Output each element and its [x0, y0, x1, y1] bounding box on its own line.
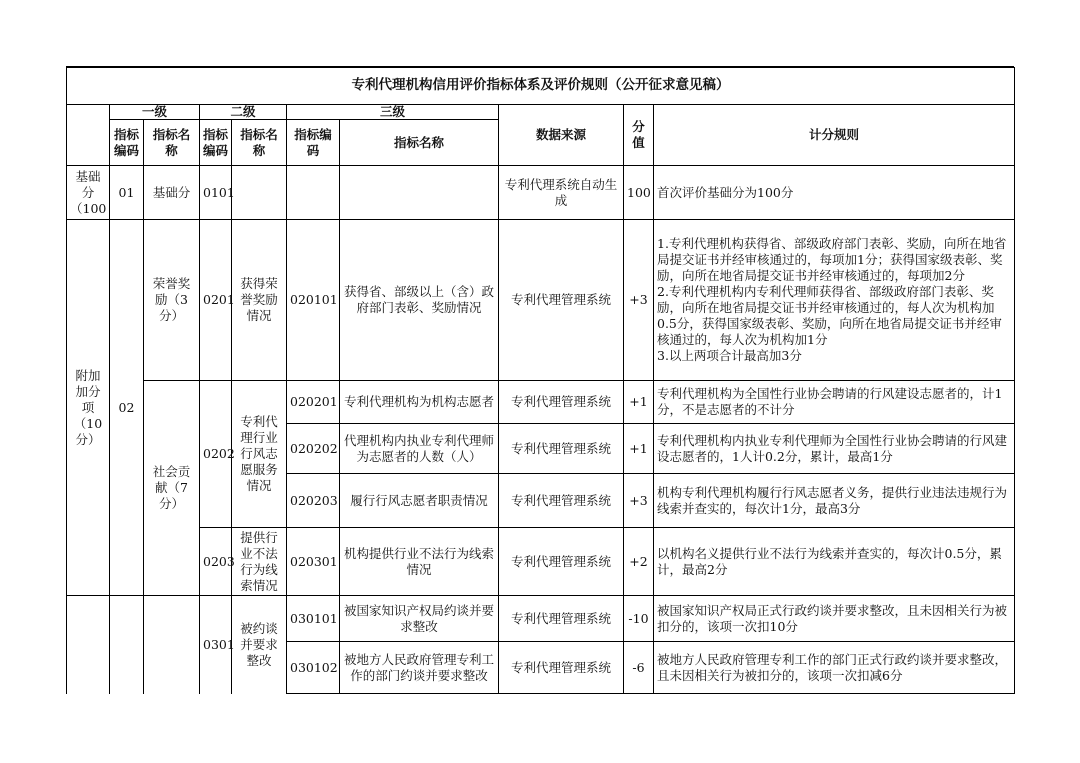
- l3-name: [340, 166, 499, 220]
- score-value: -6: [624, 642, 654, 694]
- scoring-rule: 被地方人民政府管理专利工作的部门正式行政约谈并要求整改，且未因相关行为被扣分的，该项一次扣减6分: [654, 642, 1015, 694]
- score-value: +3: [624, 220, 654, 381]
- l3-name: 专利代理机构为机构志愿者: [340, 381, 499, 424]
- l3-code: 020202: [287, 424, 340, 474]
- rule-item-1: 1.专利代理机构获得省、部级政府部门表彰、奖励，向所在地省局提交证书并经审核通过的，每项加1分；获得国家级表彰、奖励，向所在地省局提交证书并经审核通过的，每项加2分: [657, 236, 1007, 283]
- l2-code: 0201: [200, 220, 232, 381]
- l3-name: 履行行风志愿者职责情况: [340, 474, 499, 528]
- data-source: 专利代理管理系统: [499, 596, 624, 642]
- l1-name: [144, 596, 200, 694]
- score-value: +2: [624, 528, 654, 596]
- scoring-rule: 专利代理机构内执业专利代理师为全国性行业协会聘请的行风建设志愿者的，1人计0.2分，累计，最高1分: [654, 424, 1015, 474]
- l2-name: 提供行业不法行为线索情况: [232, 528, 287, 596]
- header-l2-code: 指标编码: [200, 120, 232, 166]
- table-row-base: [67, 166, 1015, 220]
- l2-code: 0202: [200, 381, 232, 528]
- l3-name: 代理机构内执业专利代理师为志愿者的人数（人）: [340, 424, 499, 474]
- table-row: [67, 381, 1015, 424]
- l3-code: 020203: [287, 474, 340, 528]
- header-l1-name: 指标名称: [144, 120, 200, 166]
- l3-code: [287, 166, 340, 220]
- category-base: 基础分（100: [67, 166, 110, 220]
- category-bonus: 附加加分项（10分）: [67, 220, 110, 596]
- credit-evaluation-table: [66, 67, 1015, 694]
- l1-name: 荣誉奖励（3分）: [144, 220, 200, 381]
- l3-name: 获得省、部级以上（含）政府部门表彰、奖励情况: [340, 220, 499, 381]
- scoring-rule: 首次评价基础分为100分: [654, 166, 1015, 220]
- data-source: 专利代理系统自动生成: [499, 166, 624, 220]
- header-score: 分值: [624, 105, 654, 166]
- l3-name: 被国家知识产权局约谈并要求整改: [340, 596, 499, 642]
- score-value: +1: [624, 381, 654, 424]
- scoring-rule: [654, 220, 1015, 381]
- l1-code: 02: [110, 220, 144, 596]
- l3-name: 被地方人民政府管理专利工作的部门约谈并要求整改: [340, 642, 499, 694]
- table-title: 专利代理机构信用评价指标体系及评价规则（公开征求意见稿）: [67, 68, 1015, 105]
- rule-item-2: 2.专利代理机构内专利代理师获得省、部级政府部门表彰、奖励，向所在地省局提交证书并经审核通过的，每人次为机构加0.5分，获得国家级表彰、奖励，向所在地省局提交证书并经审核通过的，每人次为机构加1分: [657, 284, 1002, 347]
- l2-name: 获得荣誉奖励情况: [232, 220, 287, 381]
- l2-name: 专利代理行业行风志愿服务情况: [232, 381, 287, 528]
- header-l3-name: 指标名称: [340, 120, 499, 166]
- l2-name: [232, 166, 287, 220]
- spreadsheet: [66, 66, 1014, 697]
- table-row: [67, 528, 1015, 596]
- l1-code: 01: [110, 166, 144, 220]
- data-source: 专利代理管理系统: [499, 528, 624, 596]
- score-value: +3: [624, 474, 654, 528]
- header-rule: 计分规则: [654, 105, 1015, 166]
- category-penalty: [67, 596, 110, 694]
- header-source: 数据来源: [499, 105, 624, 166]
- l3-code: 030102: [287, 642, 340, 694]
- l2-code: 0101: [200, 166, 232, 220]
- table-row-honor: [67, 220, 1015, 381]
- header-level2: 二级: [200, 105, 287, 120]
- data-source: 专利代理管理系统: [499, 424, 624, 474]
- l3-code: 030101: [287, 596, 340, 642]
- l1-name: 基础分: [144, 166, 200, 220]
- rule-item-3: 3.以上两项合计最高加3分: [657, 348, 802, 363]
- l3-code: 020301: [287, 528, 340, 596]
- header-l1-code: 指标编码: [110, 120, 144, 166]
- l3-name: 机构提供行业不法行为线索情况: [340, 528, 499, 596]
- data-source: 专利代理管理系统: [499, 642, 624, 694]
- l2-name: 被约谈并要求整改: [232, 596, 287, 694]
- header-blank: [67, 105, 110, 166]
- scoring-rule: 以机构名义提供行业不法行为线索并查实的，每次计0.5分，累计，最高2分: [654, 528, 1015, 596]
- score-value: 100: [624, 166, 654, 220]
- l1-code: [110, 596, 144, 694]
- data-source: 专利代理管理系统: [499, 474, 624, 528]
- score-value: -10: [624, 596, 654, 642]
- scoring-rule: 被国家知识产权局正式行政约谈并要求整改，且未因相关行为被扣分的，该项一次扣10分: [654, 596, 1015, 642]
- data-source: 专利代理管理系统: [499, 381, 624, 424]
- l1-name: 社会贡献（7分）: [144, 381, 200, 596]
- scoring-rule: 机构专利代理机构履行行风志愿者义务，提供行业违法违规行为线索并查实的，每次计1分，最高3分: [654, 474, 1015, 528]
- data-source: 专利代理管理系统: [499, 220, 624, 381]
- l2-code: 0301: [200, 596, 232, 694]
- header-l3-code: 指标编码: [287, 120, 340, 166]
- scoring-rule: 专利代理机构为全国性行业协会聘请的行风建设志愿者的，计1分，不是志愿者的不计分: [654, 381, 1015, 424]
- table-row: [67, 596, 1015, 642]
- l2-code: 0203: [200, 528, 232, 596]
- l3-code: 020201: [287, 381, 340, 424]
- score-value: +1: [624, 424, 654, 474]
- header-level1: 一级: [110, 105, 200, 120]
- header-l2-name: 指标名称: [232, 120, 287, 166]
- header-level3: 三级: [287, 105, 499, 120]
- l3-code: 020101: [287, 220, 340, 381]
